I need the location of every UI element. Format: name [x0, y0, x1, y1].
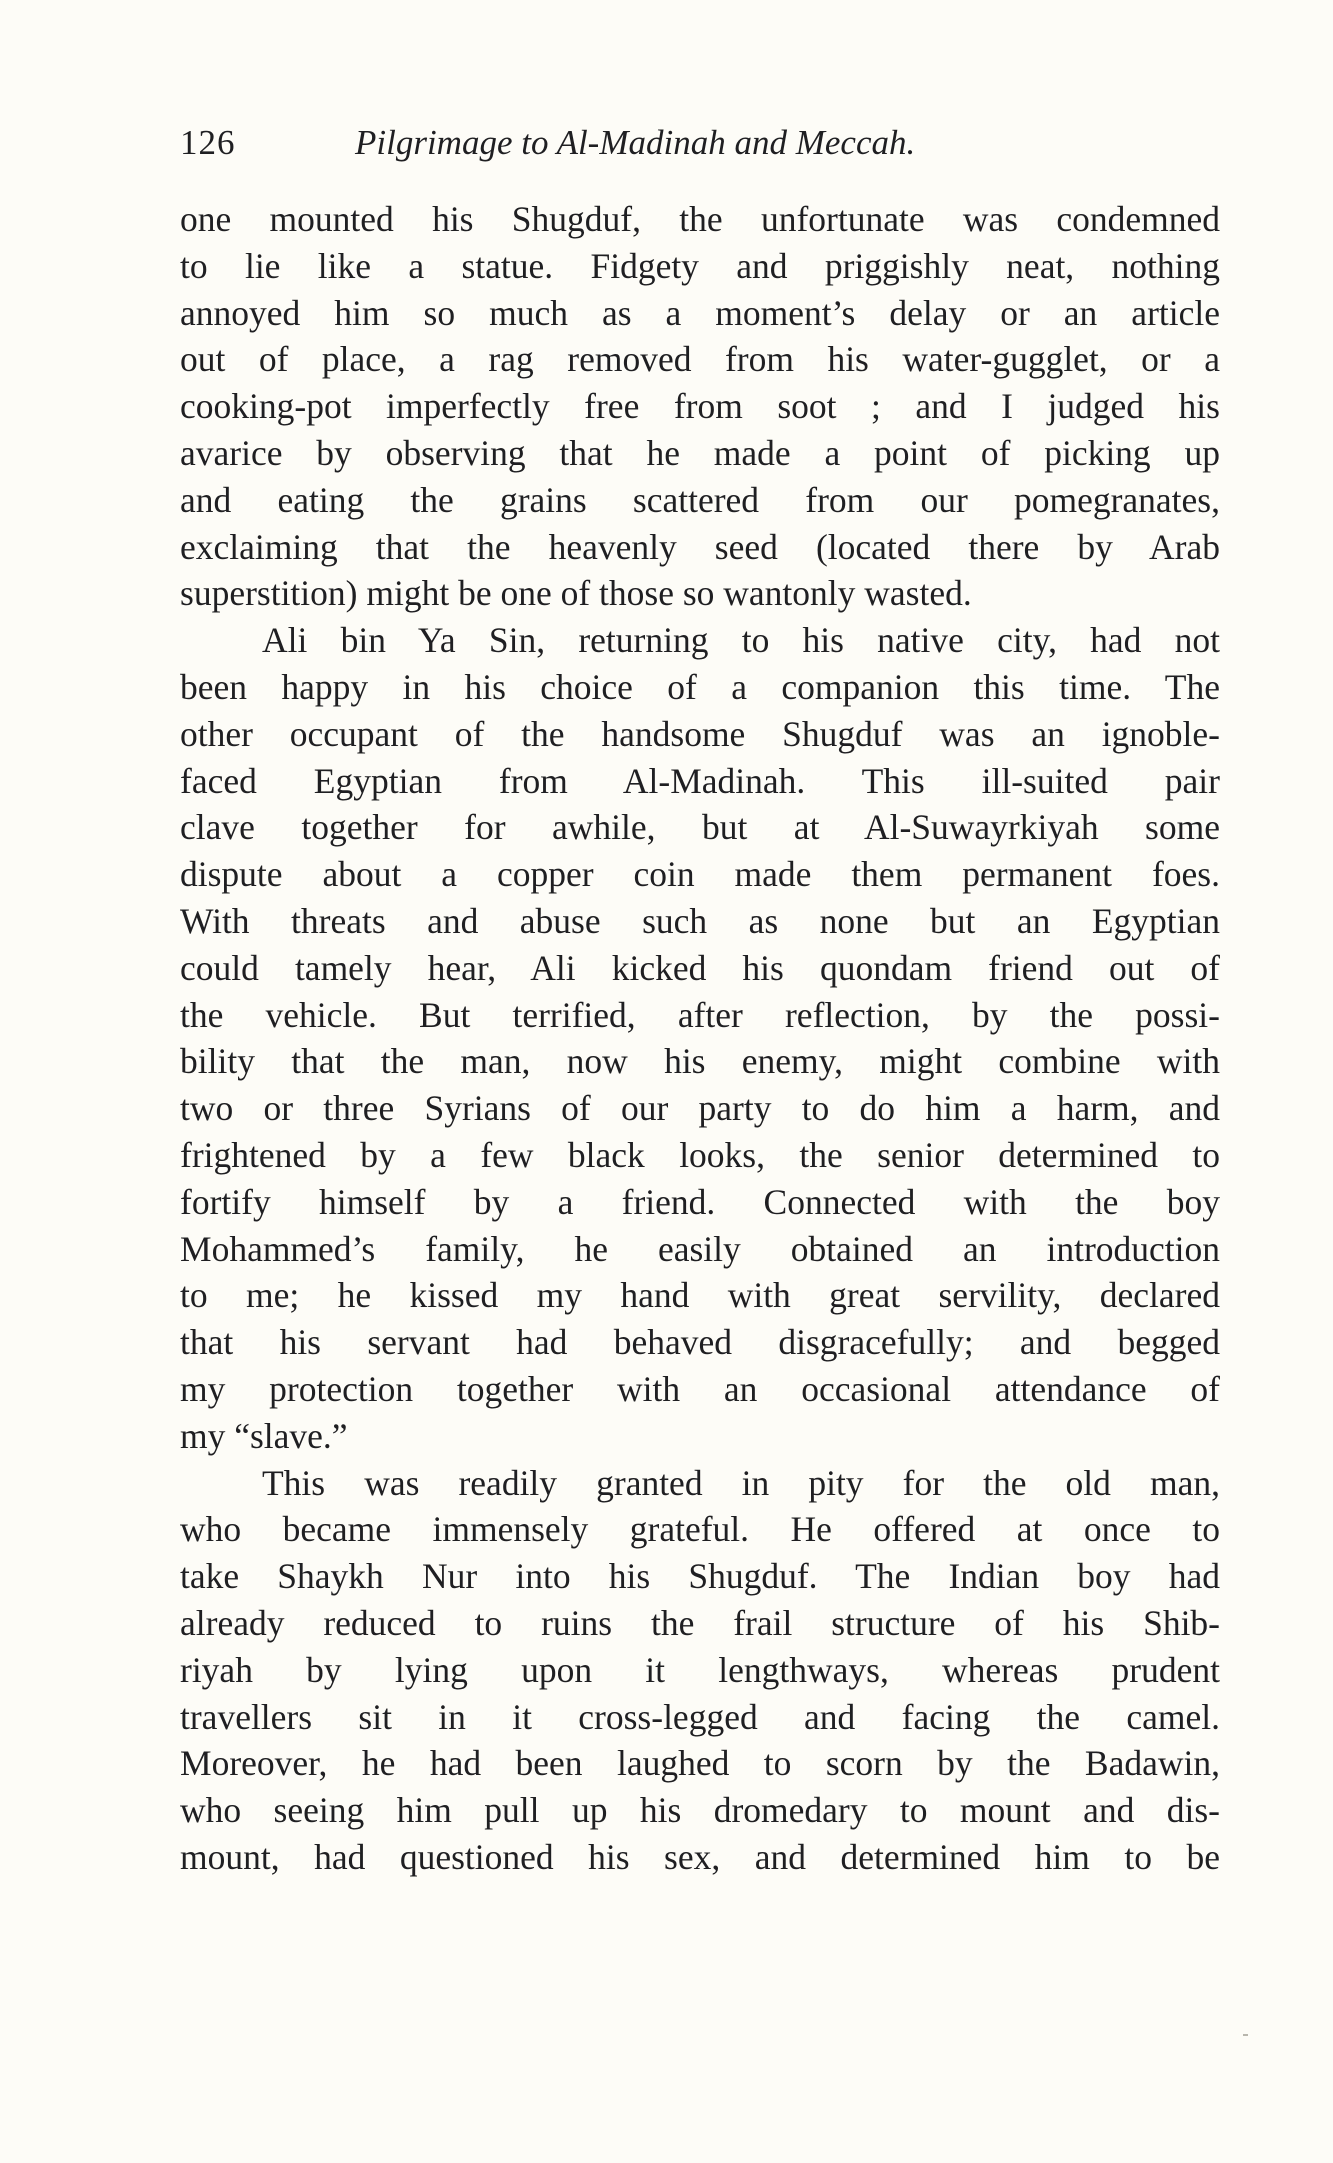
text-line: been happy in his choice of a companion this time. The: [180, 666, 1220, 707]
text-line: to lie like a statue. Fidgety and priggishly neat, nothing: [180, 245, 1220, 286]
text-line: mount, had questioned his sex, and determined him to be: [180, 1836, 1220, 1877]
text-line: With threats and abuse such as none but an Egyptian: [180, 900, 1220, 941]
text-line: clave together for awhile, but at Al-Suwayrkiyah some: [180, 807, 1220, 848]
page-number: 126: [180, 123, 236, 162]
text-line: frightened by a few black looks, the senior determined to: [180, 1134, 1220, 1175]
text-line: bility that the man, now his enemy, might combine with: [180, 1041, 1220, 1082]
text-line: my “slave.”: [180, 1415, 348, 1456]
text-line: who became immensely grateful. He offered at once to: [180, 1509, 1220, 1550]
text-line: other occupant of the handsome Shugduf was an ignoble-: [180, 713, 1220, 754]
text-line: Ali bin Ya Sin, returning to his native city, had not: [262, 620, 1220, 661]
text-line: travellers sit in it cross-legged and facing the camel.: [180, 1696, 1220, 1737]
text-line: my protection together with an occasional attendance of: [180, 1368, 1220, 1409]
text-line: already reduced to ruins the frail structure of his Shib-: [180, 1602, 1220, 1643]
text-line: to me; he kissed my hand with great servility, declared: [180, 1275, 1220, 1316]
text-line: riyah by lying upon it lengthways, whereas prudent: [180, 1649, 1220, 1690]
text-line: one mounted his Shugduf, the unfortunate was condemned: [180, 199, 1220, 239]
text-line: cooking-pot imperfectly free from soot ; and I judged his: [180, 386, 1220, 427]
text-line: out of place, a rag removed from his water-gugglet, or a: [180, 339, 1220, 380]
text-line: and eating the grains scattered from our pomegranates,: [180, 479, 1220, 520]
text-line: exclaiming that the heavenly seed (located there by Arab: [180, 526, 1220, 567]
text-line: fortify himself by a friend. Connected with the boy: [180, 1181, 1220, 1222]
text-line: that his servant had behaved disgracefully; and begged: [180, 1322, 1220, 1363]
text-line: dispute about a copper coin made them permanent foes.: [180, 854, 1220, 895]
paper-speck: [1243, 2034, 1248, 2036]
text-line: annoyed him so much as a moment’s delay or an article: [180, 292, 1220, 333]
text-line: take Shaykh Nur into his Shugduf. The Indian boy had: [180, 1556, 1220, 1597]
text-line: faced Egyptian from Al-Madinah. This ill-suited pair: [180, 760, 1220, 801]
text-line: superstition) might be one of those so wantonly wasted.: [180, 573, 972, 614]
running-head: [180, 118, 1220, 168]
text-line: Mohammed’s family, he easily obtained an introduction: [180, 1228, 1220, 1269]
text-line: who seeing him pull up his dromedary to mount and dis-: [180, 1790, 1220, 1831]
text-line: the vehicle. But terrified, after reflection, by the possi-: [180, 994, 1220, 1035]
text-line: avarice by observing that he made a point of picking up: [180, 432, 1220, 473]
text-line: This was readily granted in pity for the old man,: [262, 1462, 1220, 1503]
text-line: Moreover, he had been laughed to scorn by the Badawin,: [180, 1743, 1220, 1784]
text-line: two or three Syrians of our party to do him a harm, and: [180, 1088, 1220, 1129]
running-title: Pilgrimage to Al-Madinah and Meccah.: [355, 123, 916, 162]
body-text: [180, 196, 1220, 1881]
text-line: could tamely hear, Ali kicked his quondam friend out of: [180, 947, 1220, 988]
